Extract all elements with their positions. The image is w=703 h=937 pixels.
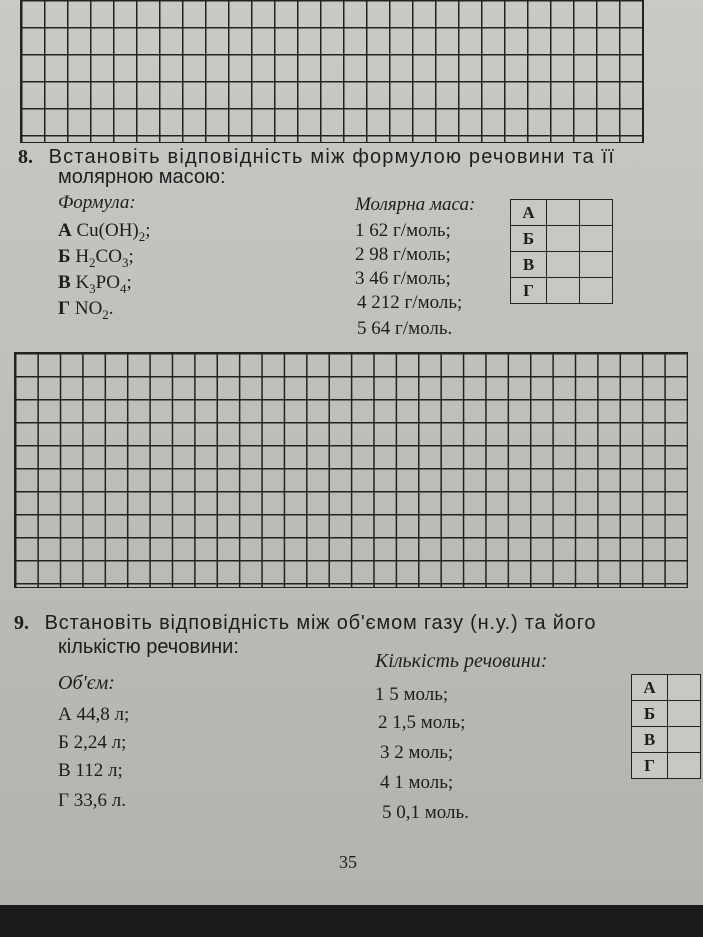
q9-answer-cell-c[interactable] [668,727,701,753]
q9-answer-cell-b[interactable] [668,701,701,727]
q9-left-header: Об'єм: [58,672,115,694]
q9-number: 9. [14,612,29,634]
q9-text-line1: Встановіть відповідність між об'ємом газу (н.у.) та його [44,612,597,634]
q9-amount-2: 2 1,5 моль; [378,712,466,733]
q8-answer-cell-d[interactable] [547,278,580,304]
q8-text-line2: молярною масою: [58,166,226,188]
q9-volume-b: Б 2,24 л; [58,732,127,753]
q8-mass-1: 1 62 г/моль; [355,220,451,241]
q9-volume-c: В 112 л; [58,760,123,781]
q8-answer-cell-a[interactable] [547,200,580,226]
q8-answer-cell-b[interactable] [547,226,580,252]
q9-amount-4: 4 1 моль; [380,772,454,793]
q8-mass-5: 5 64 г/моль. [357,318,453,339]
q9-right-header: Кількість речовини: [375,650,548,672]
q9-answer-cell-d[interactable] [668,753,701,779]
q8-left-header: Формула: [58,192,136,213]
answer-grid-top [20,0,644,143]
q8-mass-2: 2 98 г/моль; [355,244,451,265]
q9-amount-1: 1 5 моль; [375,684,449,705]
background-edge [0,905,703,937]
q9-prompt-line1 [14,612,596,635]
q8-answer-table: А Б В Г [510,199,613,304]
q9-volume-d: Г 33,6 л. [58,790,126,811]
q9-amount-5: 5 0,1 моль. [382,802,469,823]
q8-answer-cell-c[interactable] [547,252,580,278]
q9-answer-table: А Б В Г [631,674,701,779]
q9-answer-cell-a[interactable] [668,675,701,701]
q8-number: 8. [18,146,33,168]
q8-text-line1: Встановіть відповідність між формулою речовини та її [48,146,616,168]
answer-grid-middle [14,352,688,588]
q9-volume-a: А 44,8 л; [58,704,130,725]
q8-mass-4: 4 212 г/моль; [357,292,463,313]
page-number: 35 [339,852,357,872]
q8-right-header: Молярна маса: [355,194,476,215]
q8-formula-c: В $K_3PO_4$; [58,272,132,296]
q8-formula-d: Г $NO_2$. [58,298,114,322]
q8-formula-b: Б $H_2CO_3$; [58,246,134,270]
q8-formula-a: А $Cu(OH)_2$; [58,220,151,244]
q9-amount-3: 3 2 моль; [380,742,454,763]
q9-text-line2: кількістю речовини: [58,636,239,658]
q8-mass-3: 3 46 г/моль; [355,268,451,289]
